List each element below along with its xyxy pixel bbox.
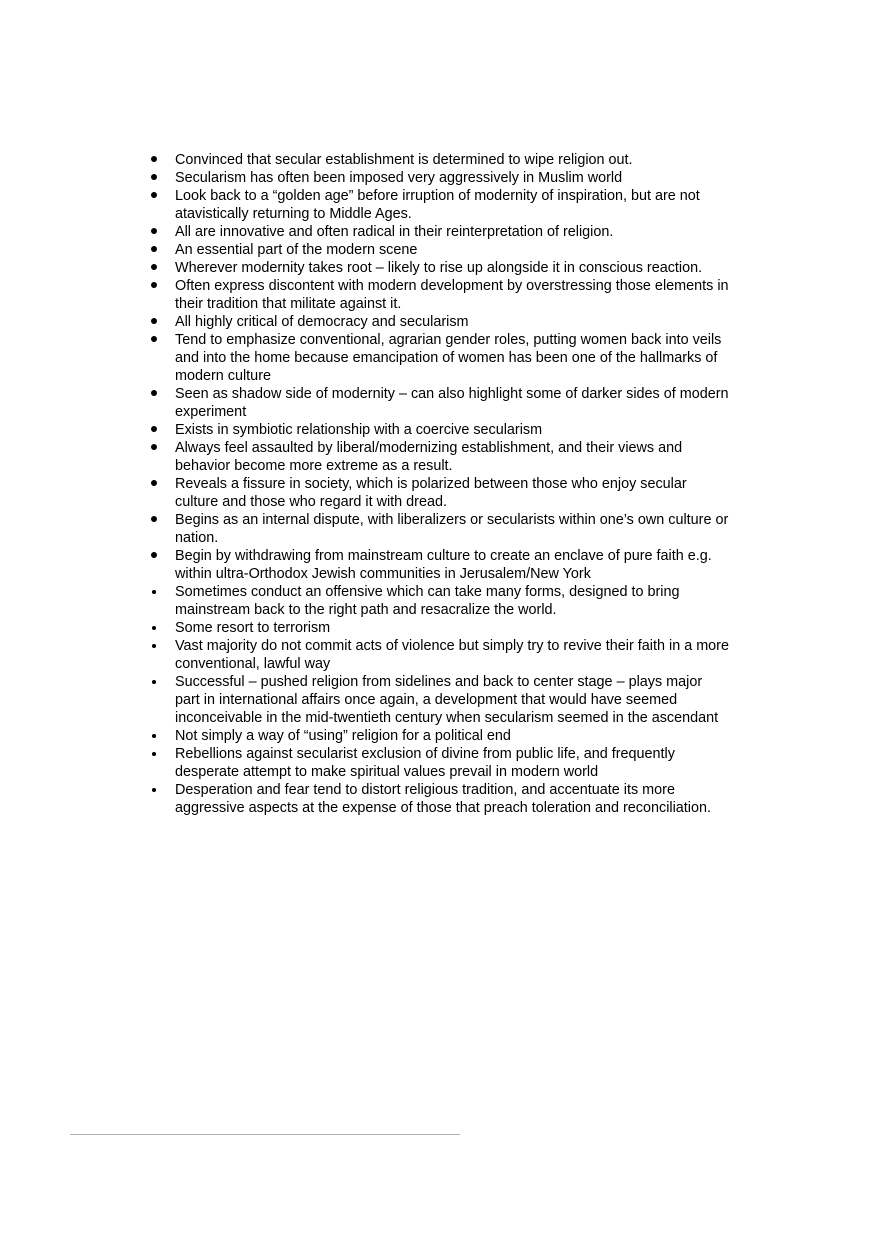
list-item: [150, 511, 730, 547]
bullet-icon: [151, 192, 157, 198]
list-item-text: Some resort to terrorism: [175, 620, 331, 636]
list-item-text: All highly critical of democracy and secularism: [175, 314, 469, 330]
bullet-icon: [152, 590, 156, 594]
list-item: [150, 583, 730, 619]
list-item-text: Desperation and fear tend to distort religious tradition, and accentuate its more aggressive aspects at the expense of those that preach toleration and reconciliation.: [175, 782, 711, 816]
bullet-icon: [152, 626, 156, 630]
bullet-icon: [151, 552, 157, 558]
list-item: [150, 781, 730, 817]
bullet-icon: [151, 318, 157, 324]
bullet-icon: [151, 246, 157, 252]
list-item-text: Successful – pushed religion from sidelines and back to center stage – plays major part in international affairs once again, a development that would have seemed inconceivable in the mid-twentieth century when secularism seemed in the ascendant: [175, 674, 719, 726]
list-item-text: Exists in symbiotic relationship with a coercive secularism: [175, 422, 543, 438]
list-item-text: Convinced that secular establishment is determined to wipe religion out.: [175, 152, 633, 168]
list-item: [150, 439, 730, 475]
list-item: [150, 421, 730, 439]
list-item-text: Rebellions against secularist exclusion of divine from public life, and frequently desperate attempt to make spiritual values prevail in modern world: [175, 746, 675, 780]
bullet-icon: [152, 680, 156, 684]
bullet-icon: [152, 644, 156, 648]
list-item: [150, 313, 730, 331]
list-item: [150, 241, 730, 259]
list-item-text: Sometimes conduct an offensive which can take many forms, designed to bring mainstream back to the right path and resacralize the world.: [175, 584, 680, 618]
list-item: [150, 151, 730, 169]
list-item-text: Begins as an internal dispute, with liberalizers or secularists within one’s own culture or nation.: [175, 512, 729, 546]
list-item: [150, 745, 730, 781]
list-item: [150, 619, 730, 637]
bullet-icon: [151, 228, 157, 234]
list-item: [150, 259, 730, 277]
bullet-icon: [151, 336, 157, 342]
list-item-text: Vast majority do not commit acts of violence but simply try to revive their faith in a more conventional, lawful way: [175, 638, 729, 672]
bullet-icon: [152, 734, 156, 738]
footnote-separator: [70, 1134, 460, 1135]
bullet-icon: [151, 174, 157, 180]
bullet-icon: [151, 516, 157, 522]
list-item: [150, 223, 730, 241]
list-item: [150, 727, 730, 745]
list-item-text: All are innovative and often radical in their reinterpretation of religion.: [175, 224, 614, 240]
bullet-icon: [151, 444, 157, 450]
list-item-text: Often express discontent with modern development by overstressing those elements in their tradition that militate against it.: [175, 278, 729, 312]
bullet-icon: [151, 282, 157, 288]
list-item: [150, 637, 730, 673]
list-item-text: Not simply a way of “using” religion for a political end: [175, 728, 511, 744]
list-item: [150, 673, 730, 727]
list-item: [150, 331, 730, 385]
bullet-icon: [151, 390, 157, 396]
bullet-icon: [151, 264, 157, 270]
list-item: [150, 385, 730, 421]
list-item-text: Reveals a fissure in society, which is polarized between those who enjoy secular culture and those who regard it with dread.: [175, 476, 687, 510]
bullet-icon: [152, 752, 156, 756]
list-item: [150, 187, 730, 223]
bullet-list: [150, 151, 730, 817]
list-item-text: Seen as shadow side of modernity – can also highlight some of darker sides of modern experiment: [175, 386, 729, 420]
bullet-icon: [151, 426, 157, 432]
list-item: [150, 475, 730, 511]
list-item-text: Begin by withdrawing from mainstream culture to create an enclave of pure faith e.g. within ultra-Orthodox Jewish communities in Jerusalem/New York: [175, 548, 712, 582]
list-item-text: Tend to emphasize conventional, agrarian gender roles, putting women back into veils and into the home because emancipation of women has been one of the hallmarks of modern culture: [175, 332, 722, 384]
list-item-text: Look back to a “golden age” before irruption of modernity of inspiration, but are not atavistically returning to Middle Ages.: [175, 188, 700, 222]
list-item: [150, 277, 730, 313]
list-item-text: Always feel assaulted by liberal/modernizing establishment, and their views and behavior become more extreme as a result.: [175, 440, 683, 474]
bullet-icon: [151, 156, 157, 162]
list-item-text: An essential part of the modern scene: [175, 242, 418, 258]
list-item-text: Secularism has often been imposed very aggressively in Muslim world: [175, 170, 623, 186]
list-item-text: Wherever modernity takes root – likely to rise up alongside it in conscious reaction.: [175, 260, 703, 276]
bullet-icon: [152, 788, 156, 792]
list-item: [150, 547, 730, 583]
bullet-icon: [151, 480, 157, 486]
list-item: [150, 169, 730, 187]
